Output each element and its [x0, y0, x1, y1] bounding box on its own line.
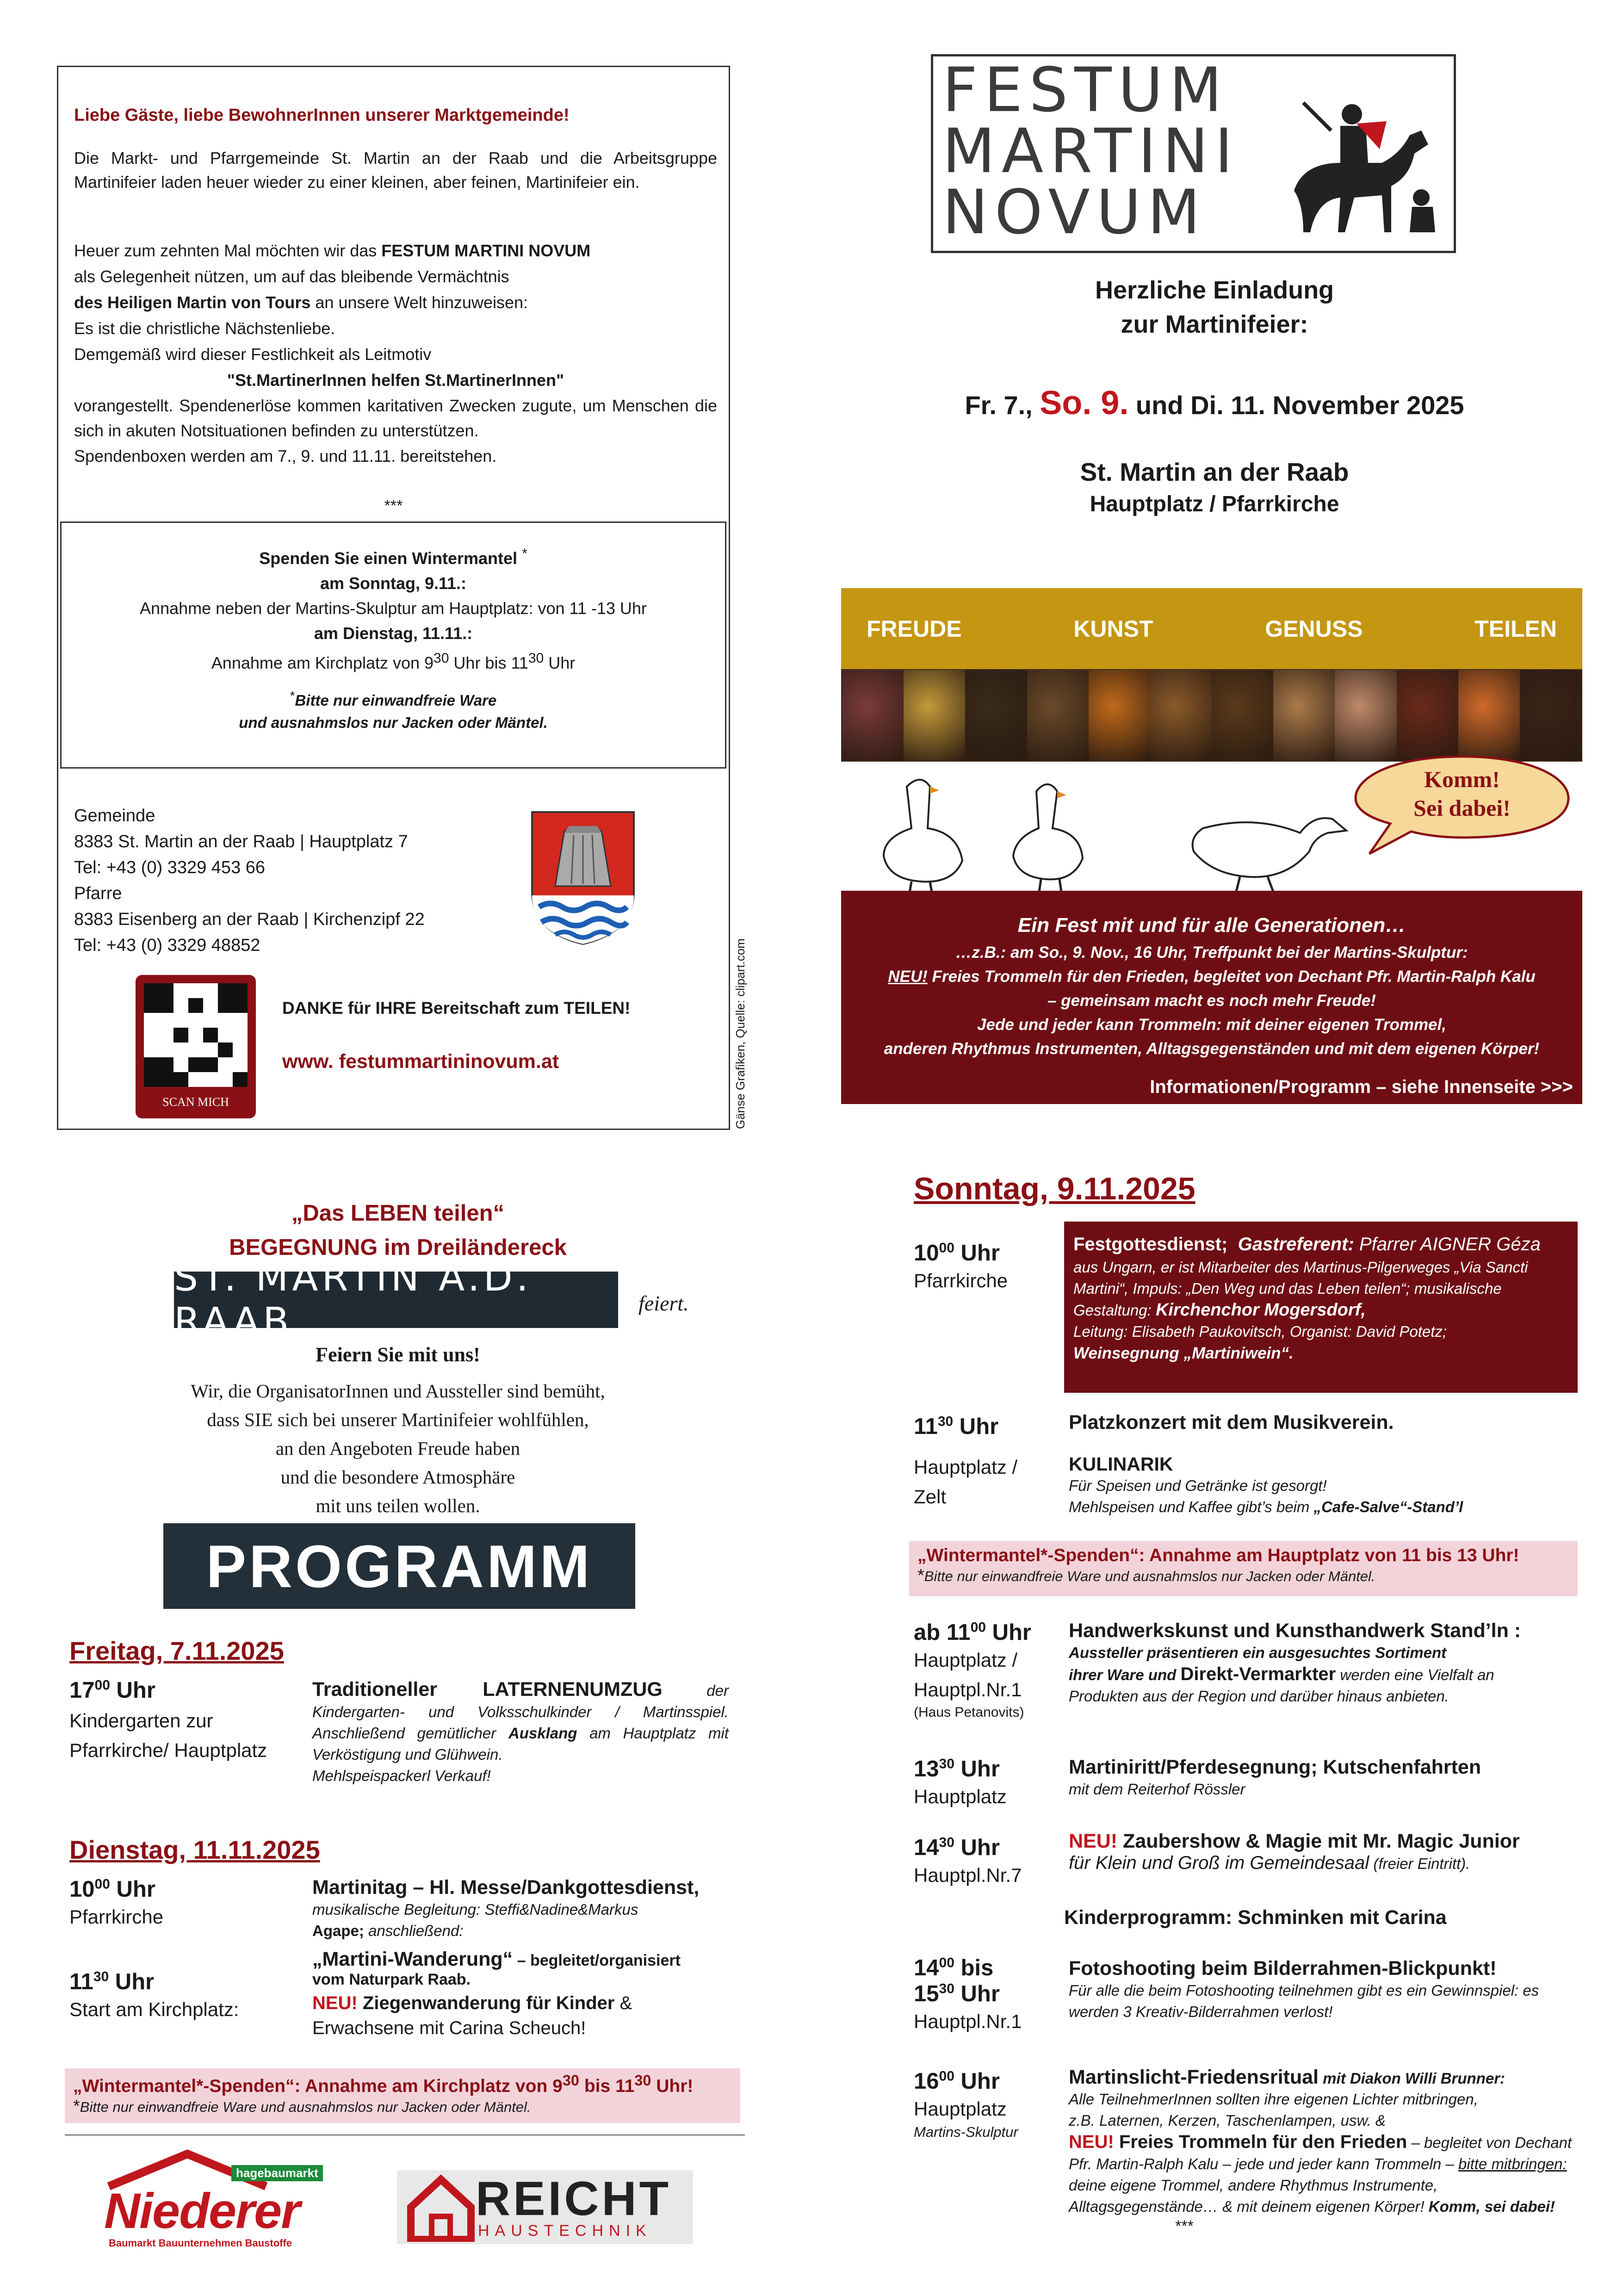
- coat-tue-c: Uhr: [544, 653, 576, 672]
- s5-uhr: Uhr: [954, 1835, 1000, 1860]
- heuer-line3: an unsere Welt hinzuweisen:: [310, 293, 528, 312]
- tue1-title: Martinitag – Hl. Messe/Dankgottesdienst,: [312, 1876, 700, 1899]
- heuer-line1: Heuer zum zehnten Mal möchten wir das: [74, 241, 382, 260]
- tue1-time: 10: [69, 1877, 95, 1902]
- s5-free: (freier Eintritt).: [1369, 1855, 1470, 1872]
- tue1-agape: Agape;: [312, 1922, 364, 1939]
- s5-sup: 30: [939, 1835, 954, 1850]
- heuer-line5: Demgemäß wird dieser Festlichkeit als Leitmotiv: [74, 345, 432, 364]
- s3-time: ab 11: [914, 1620, 971, 1645]
- s7-title: Martinslicht-Friedensritual: [1069, 2066, 1319, 2088]
- s7-come: Komm, sei dabei!: [1424, 2198, 1555, 2215]
- s1-sup: 00: [939, 1240, 954, 1256]
- s6-title: Fotoshooting beim Bilderrahmen-Blickpunkt!: [1069, 1957, 1497, 1980]
- coat2-a: „Wintermantel*-Spenden“: Annahme am Kirchplatz von 9: [73, 2076, 563, 2096]
- coat3-text: „Wintermantel*-Spenden“: Annahme am Hauptplatz von 11 bis 13 Uhr!: [917, 1545, 1519, 1565]
- fri-text1: der Kindergarten- und Volksschulkinder / Martinsspiel. Anschließend gemütlicher: [312, 1682, 729, 1742]
- motto: "St.MartinerInnen helfen St.MartinerInnen": [227, 371, 564, 390]
- coat-tue-a: Annahme am Kirchplatz von 9: [211, 653, 434, 672]
- coat-tue-sup2: 30: [528, 651, 544, 666]
- s3-l1: Aussteller präsentieren ein ausgesuchtes Sortiment: [1069, 1644, 1447, 1661]
- s7-place: Hauptplatz: [914, 2098, 1007, 2120]
- coat2-c: Uhr!: [651, 2076, 694, 2096]
- s3-event: [1069, 1620, 1578, 1707]
- tue2-event: [312, 1948, 715, 2041]
- s3-sup: 00: [970, 1620, 986, 1635]
- welcome-heading: Liebe Gäste, liebe BewohnerInnen unserer Marktgemeinde!: [74, 105, 570, 125]
- new-label: NEU!: [888, 968, 928, 986]
- s3-l2a: ihrer Ware und: [1069, 1666, 1181, 1683]
- s7-bring-rest: deine eigene Trommel, andere Rhythmus Instrumente, Alltagsgegenstände… & mit deinem eigenen Körper!: [1069, 2177, 1438, 2215]
- tue2-place: Start am Kirchplatz:: [69, 1998, 239, 2020]
- intro-text: Die Markt- und Pfarrgemeinde St. Martin an der Raab und die Arbeitsgruppe Martinifeier laden heuer wieder zu einer kleinen, aber feinen, Martinifeier ein.: [74, 149, 717, 192]
- event-town: St. Martin an der Raab: [1080, 458, 1349, 486]
- photo-tile: [1150, 670, 1212, 761]
- s2-place: Hauptplatz / Zelt: [914, 1456, 1018, 1508]
- sponsor1-sub: Baumarkt Bauunternehmen Baustoffe: [109, 2237, 292, 2249]
- house-icon: [406, 2172, 476, 2242]
- date-sun: So. 9.: [1040, 385, 1129, 422]
- s6-event: [1069, 1957, 1578, 2023]
- bubble-line2: Sei dabei!: [1413, 795, 1511, 821]
- s6-sub: Für alle die beim Fotoshooting teilnehmen gibt es ein Gewinnspiel: es werden 3 Kreativ-Bilderrahmen verlost!: [1069, 1982, 1539, 2020]
- s6-sup1: 00: [939, 1955, 954, 1971]
- s1-guest: Pfarrer AIGNER Géza: [1354, 1234, 1541, 1254]
- s7-new: NEU!: [1069, 2132, 1114, 2152]
- anniversary-text: [74, 238, 717, 469]
- s3-l2c: werden eine Vielfalt an: [1336, 1666, 1494, 1683]
- heuer-line7: vorangestellt. Spendenerlöse kommen karitativen Zwecken zugute, um Menschen die sich in akuten Notsituationen befinden zu unterstützen.: [74, 396, 717, 440]
- coat-tue-b: Uhr bis 11: [449, 653, 528, 672]
- fri-title: Traditioneller LATERNENUMZUG: [312, 1678, 663, 1700]
- s6-sup2: 30: [939, 1981, 954, 1997]
- tue2-time: 11: [69, 1969, 93, 1994]
- theme-word: FREUDE: [867, 615, 962, 642]
- end-stars: ***: [1175, 2217, 1194, 2235]
- qr-code[interactable]: [136, 975, 256, 1118]
- generations-line4: Jede und jeder kann Trommeln: mit deiner eigenen Trommel,: [977, 1016, 1446, 1034]
- coat2-sup2: 30: [634, 2072, 651, 2089]
- contact-line: Tel: +43 (0) 3329 453 66: [74, 858, 266, 877]
- s1-text: aus Ungarn, er ist Mitarbeiter des Martinus-Pilgerweges „Via Sancti Martini“, Impuls: „Den Weg und das Leben teilen“; musikalische Gestaltung:: [1073, 1259, 1528, 1319]
- s1-wine: Weinsegnung „Martiniwein“.: [1073, 1344, 1294, 1362]
- website-link[interactable]: www. festummartininovum.at: [282, 1050, 559, 1073]
- photo-tile: [1027, 670, 1089, 761]
- photo-tile: [1273, 670, 1335, 761]
- s1-title: Festgottesdienst;: [1073, 1234, 1228, 1254]
- s5-sub: für Klein und Groß im Gemeindesaal: [1069, 1853, 1369, 1873]
- s1-lead: Leitung: Elisabeth Paukovitsch, Organist: David Potetz;: [1073, 1323, 1447, 1340]
- festum-logo: [931, 54, 1456, 253]
- sunday-heading: Sonntag, 9.11.2025: [914, 1171, 1196, 1206]
- fri-uhr: Uhr: [110, 1678, 155, 1703]
- s2-kul: KULINARIK: [1069, 1453, 1173, 1475]
- contact-line: 8383 St. Martin an der Raab | Hauptplatz 7: [74, 832, 408, 851]
- orga-line: dass SIE sich bei unserer Martinifeier wohlfühlen,: [207, 1409, 589, 1430]
- tue2-title: „Martini-Wanderung“: [312, 1948, 513, 1970]
- s1-uhr: Uhr: [954, 1241, 1000, 1266]
- orga-line: an den Angeboten Freude haben: [275, 1438, 520, 1459]
- theme-word: TEILEN: [1474, 615, 1557, 642]
- tue1-sub: musikalische Begleitung: Steffi&Nadine&Markus: [312, 1901, 638, 1918]
- fri-place: Kindergarten zur Pfarrkirche/ Hauptplatz: [69, 1710, 267, 1761]
- logo-line3: NOVUM: [942, 177, 1207, 248]
- fri-text3: Mehlspeispackerl Verkauf!: [312, 1767, 491, 1784]
- programm-banner: PROGRAMM: [163, 1523, 635, 1609]
- s1-time-block: [914, 1240, 1062, 1296]
- s2-sup: 30: [937, 1414, 954, 1429]
- coat2-star: *: [73, 2097, 80, 2116]
- contact-line: Tel: +43 (0) 3329 48852: [74, 936, 260, 955]
- photo-tile: [1212, 670, 1273, 761]
- s6-time2: 15: [914, 1981, 939, 2006]
- s7-event: [1069, 2066, 1578, 2235]
- photo-tile: [1397, 670, 1458, 761]
- photo-tile: [1520, 670, 1581, 761]
- festum-name: FESTUM MARTINI NOVUM: [381, 241, 591, 260]
- st-martin-rider-icon: [1276, 93, 1447, 242]
- coat3-note: Bitte nur einwandfreie Ware und ausnahmslos nur Jacken oder Mäntel.: [924, 1568, 1375, 1584]
- coat-of-arms-icon: [527, 807, 638, 946]
- s2-title: Platzkonzert mit dem Musikverein.: [1069, 1411, 1394, 1433]
- friday-heading: Freitag, 7.11.2025: [69, 1636, 284, 1665]
- tue2-new: NEU!: [312, 1993, 358, 2013]
- invitation-line1: Herzliche Einladung: [1095, 276, 1334, 304]
- separator-stars: ***: [384, 497, 403, 515]
- coat2-sup1: 30: [562, 2072, 580, 2089]
- sponsor1-name: Niederer: [104, 2183, 300, 2239]
- orga-line: mit uns teilen wollen.: [316, 1495, 480, 1516]
- s3-title: Handwerkskunst und Kunsthandwerk Stand’ln :: [1069, 1620, 1521, 1642]
- s2-event: [1069, 1411, 1578, 1518]
- fri-time: 17: [69, 1678, 95, 1703]
- tue2-uhr: Uhr: [109, 1969, 155, 1994]
- generations-heading: Ein Fest mit und für alle Generationen…: [1017, 914, 1406, 937]
- orga-line: und die besondere Atmosphäre: [280, 1466, 515, 1488]
- contact-block: [74, 803, 490, 958]
- coat-note1: Bitte nur einwandfreie Ware: [295, 692, 497, 709]
- coat-heading: Spenden Sie einen Wintermantel: [259, 549, 518, 568]
- s5-time: 14: [914, 1835, 939, 1860]
- s6-time1: 14: [914, 1955, 939, 1980]
- heuer-line4: Es ist die christliche Nächstenliebe.: [74, 319, 335, 338]
- tue2-title-rest: – begleitet/organisiert vom Naturpark Raab.: [312, 1952, 681, 1988]
- s5-place: Hauptpl.Nr.7: [914, 1864, 1022, 1886]
- sponsor2-name: REICHT: [476, 2172, 672, 2226]
- photo-tile: [904, 670, 965, 761]
- s3-uhr: Uhr: [985, 1620, 1031, 1645]
- heuer-line2: als Gelegenheit nützen, um auf das bleibende Vermächtnis: [74, 267, 509, 286]
- heuer-line8: Spendenboxen werden am 7., 9. und 11.11. bereitstehen.: [74, 447, 497, 465]
- s3-time-block: [914, 1620, 1066, 1720]
- s1-time: 10: [914, 1241, 939, 1266]
- sponsor2-sub: HAUSTECHNIK: [478, 2222, 652, 2240]
- coat-tue-sup1: 30: [434, 651, 449, 666]
- s5-event: [1069, 1830, 1578, 1874]
- coat2-note: Bitte nur einwandfreie Ware und ausnahmslos nur Jacken oder Mäntel.: [80, 2099, 531, 2115]
- tuesday-heading: Dienstag, 11.11.2025: [69, 1835, 320, 1864]
- tue1-sup: 00: [94, 1876, 110, 1892]
- s7-time-block: [914, 2068, 1062, 2141]
- tue1-event: [312, 1876, 729, 1942]
- s3-l2b: Direkt-Vermarkter: [1180, 1664, 1336, 1684]
- contact-line: 8383 Eisenberg an der Raab | Kirchenzipf 22: [74, 910, 425, 929]
- s4-event: [1069, 1756, 1578, 1800]
- kids-program: Kinderprogramm: Schminken mit Carina: [1064, 1906, 1447, 1929]
- photo-strip: [841, 669, 1582, 762]
- coat-donation-note-sunday: [909, 1541, 1578, 1596]
- s2-uhr: Uhr: [953, 1414, 999, 1439]
- theme-banner: [841, 588, 1582, 669]
- mass-event-box: [1064, 1222, 1578, 1393]
- s7-uhr: Uhr: [954, 2069, 1000, 2094]
- qr-pattern-icon: [144, 983, 248, 1087]
- date-tue: und Di. 11. November 2025: [1128, 391, 1464, 420]
- tue2-new-text: Ziegenwanderung für Kinder: [357, 1993, 615, 2013]
- s4-uhr: Uhr: [954, 1756, 1000, 1781]
- coat-donation-box: [60, 521, 726, 769]
- s3-place3: (Haus Petanovits): [914, 1705, 1024, 1720]
- coat-note-star: *: [290, 689, 295, 703]
- coat3-star: *: [917, 1566, 924, 1585]
- s2-kul1: Für Speisen und Getränke ist gesorgt!: [1069, 1477, 1327, 1494]
- motto-heading: [65, 1196, 731, 1265]
- s4-time: 13: [914, 1756, 939, 1781]
- generations-line1: …z.B.: am So., 9. Nov., 16 Uhr, Treffpunkt bei der Martins-Skulptur:: [955, 943, 1468, 962]
- s7-with: mit Diakon Willi Brunner:: [1318, 2070, 1505, 2087]
- logo-line1: FESTUM: [942, 55, 1229, 126]
- s7-time: 16: [914, 2069, 939, 2094]
- s4-time-block: [914, 1756, 1062, 1812]
- s3-place1: Hauptplatz /: [914, 1649, 1018, 1671]
- s7-l2: z.B. Laternen, Kerzen, Taschenlampen, usw. &: [1069, 2112, 1386, 2129]
- feiert-text: feiert.: [638, 1291, 689, 1315]
- s7-drum-rest: – begleitet von Dechant Pfr. Martin-Ralph Kalu – jede und jeder kann Trommeln –: [1069, 2134, 1572, 2172]
- generations-line2: Freies Trommeln für den Frieden, begleitet von Dechant Pfr. Martin-Ralph Kalu: [927, 968, 1536, 986]
- town-banner: ST. MARTIN A.D. RAAB: [174, 1272, 618, 1328]
- organizers-text: [65, 1377, 731, 1520]
- tue1-time-block: [69, 1876, 301, 1932]
- s5-time-block: [914, 1835, 1062, 1890]
- event-dates: [870, 384, 1559, 422]
- photo-tile: [1458, 670, 1520, 761]
- photo-tile: [1335, 670, 1396, 761]
- motto-line1: „Das LEBEN teilen“: [291, 1201, 505, 1226]
- s1-place: Pfarrkirche: [914, 1270, 1008, 1291]
- fri-ausklang: Ausklang: [508, 1725, 577, 1742]
- s2-kul2b: „Cafe-Salve“-Stand’l: [1313, 1498, 1463, 1515]
- tue1-place: Pfarrkirche: [69, 1906, 164, 1928]
- coat2-b: bis 11: [579, 2076, 635, 2096]
- fri-text2: am Hauptplatz mit Verköstigung und Glühwein.: [312, 1725, 729, 1763]
- invitation-line2: zur Martinifeier:: [1121, 310, 1308, 338]
- s2-kul2a: Mehlspeisen und Kaffee gibt’s beim: [1069, 1498, 1314, 1515]
- contact-line: Gemeinde: [74, 806, 155, 825]
- s7-drum: Freies Trommeln für den Frieden: [1114, 2132, 1407, 2152]
- friday-event: [312, 1677, 729, 1787]
- bubble-line1: Komm!: [1424, 766, 1500, 792]
- s2-time-block: [914, 1414, 1062, 1512]
- invitation: [879, 273, 1550, 341]
- orga-line: Wir, die OrganisatorInnen und Aussteller sind bemüht,: [191, 1380, 605, 1402]
- thanks-text: DANKE für IHRE Bereitschaft zum TEILEN!: [282, 999, 631, 1018]
- s5-title: Zaubershow & Magie mit Mr. Magic Junior: [1117, 1830, 1520, 1852]
- tue2-sup: 30: [93, 1969, 109, 1985]
- s3-l3: Produkten aus der Region und darüber hinaus anbieten.: [1069, 1688, 1449, 1705]
- generations-line5: anderen Rhythmus Instrumenten, Alltagsgegenständen und mit dem eigenen Körper!: [884, 1040, 1540, 1058]
- motto-line2: BEGEGNUNG im Dreiländereck: [229, 1235, 567, 1260]
- s4-sub: mit dem Reiterhof Rössler: [1069, 1781, 1245, 1798]
- saint-name: des Heiligen Martin von Tours: [74, 293, 311, 312]
- tue2-new-rest: & Erwachsene mit Carina Scheuch!: [312, 1993, 632, 2038]
- coat-tuesday: am Dienstag, 11.11.:: [314, 624, 473, 643]
- s4-place: Hauptplatz: [914, 1786, 1007, 1807]
- photo-tile: [965, 670, 1027, 761]
- s7-bring: bitte mitbringen:: [1458, 2155, 1567, 2172]
- coat-note2: und ausnahmslos nur Jacken oder Mäntel.: [239, 714, 548, 731]
- speech-bubble: [1351, 752, 1573, 858]
- s2-time: 11: [914, 1414, 938, 1439]
- date-fri: Fr. 7.,: [965, 391, 1040, 420]
- s1-guest-label: Gastreferent:: [1238, 1234, 1354, 1254]
- s1-choir: Kirchenchor Mogersdorf,: [1155, 1300, 1366, 1320]
- photo-tile: [1089, 670, 1150, 761]
- sponsor-niederer-logo: [104, 2149, 326, 2251]
- contact-line: Pfarre: [74, 884, 122, 903]
- geese-illustration-icon: [870, 768, 1379, 898]
- fri-time-sup: 00: [94, 1677, 110, 1693]
- sponsor-reicht-logo: [397, 2170, 693, 2244]
- photo-tile: [842, 670, 904, 761]
- tue1-after: anschließend:: [364, 1922, 464, 1939]
- theme-word: KUNST: [1073, 615, 1153, 642]
- s7-place2: Martins-Skulptur: [914, 2124, 1018, 2140]
- tue2-time-block: [69, 1969, 301, 2024]
- s6-time-block: [914, 1955, 1062, 2036]
- friday-time-block: [69, 1677, 301, 1765]
- tue1-uhr: Uhr: [110, 1877, 155, 1902]
- logo-line2: MARTINI: [942, 116, 1239, 187]
- s4-title: Martiniritt/Pferdesegnung; Kutschenfahrten: [1069, 1756, 1481, 1778]
- s7-sup: 00: [939, 2068, 954, 2084]
- s6-bis: bis: [954, 1955, 994, 1980]
- theme-word: GENUSS: [1265, 615, 1363, 642]
- s4-sup: 30: [939, 1756, 954, 1772]
- event-venue: Hauptplatz / Pfarrkirche: [1090, 492, 1339, 516]
- coat-star: *: [522, 546, 527, 561]
- s5-new: NEU!: [1069, 1830, 1118, 1852]
- info-link[interactable]: Informationen/Programm – siehe Innenseite >>>: [1150, 1077, 1573, 1097]
- celebrate-heading: Feiern Sie mit uns!: [316, 1343, 480, 1366]
- image-credit: Gänse Grafiken, Quelle: clipart.com: [733, 938, 747, 1129]
- sponsor1-top: hagebaumarkt: [231, 2165, 323, 2181]
- generations-banner: [841, 891, 1582, 1104]
- s7-l1: Alle TeilnehmerInnen sollten ihre eigenen Lichter mitbringen,: [1069, 2091, 1478, 2108]
- qr-label: SCAN MICH: [162, 1095, 229, 1109]
- coat-sunday-text: Annahme neben der Martins-Skulptur am Hauptplatz: von 11 -13 Uhr: [140, 599, 647, 618]
- generations-line3: – gemeinsam macht es noch mehr Freude!: [1047, 992, 1376, 1010]
- s6-uhr: Uhr: [954, 1981, 1000, 2006]
- s3-place2: Hauptpl.Nr.1: [914, 1679, 1022, 1700]
- coat-sunday: am Sonntag, 9.11.:: [320, 574, 467, 593]
- coat-donation-note-tuesday: [65, 2068, 740, 2123]
- s6-place: Hauptpl.Nr.1: [914, 2011, 1022, 2032]
